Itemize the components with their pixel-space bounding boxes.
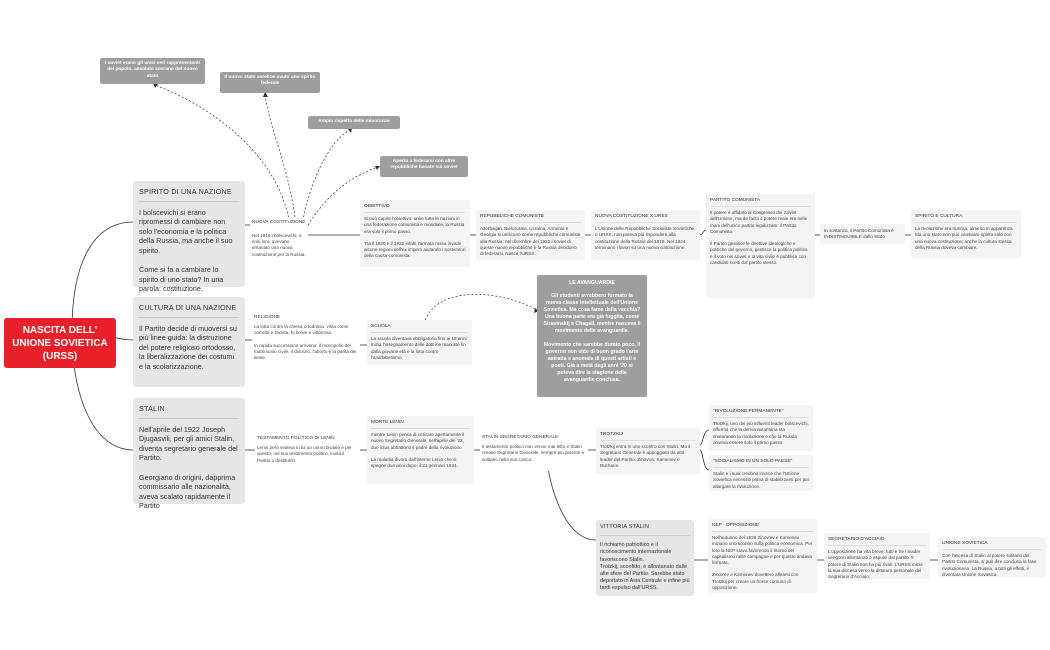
node-obiettivo[interactable] xyxy=(360,200,470,267)
node-title: PARTITO COMUNISTA xyxy=(710,198,811,207)
branch-spirito[interactable] xyxy=(133,181,245,294)
node-body: Trotzkij, uno dei più influenti leader bolscevichi, afferma che la deriva autoritaria sta snaturando la rivoluzione e che la Russia doveva essere solo il primo passo xyxy=(713,421,809,445)
node-body: Nell'autunno del 1926 Zinov'ev e Kamenev iniziano uno scontro sulla politica economica. Per loro la NEP stava favorendo il ritorno del capitalismo nelle campagne e per questo andava fermata. Zinov'ev e Kamenev dovettero allearsi con Trotzkij per creare un fronte comune di opposizione. xyxy=(712,535,813,590)
node-title: REPUBBLICHE COMUNISTE xyxy=(480,214,581,223)
node-body: Nel 1918 i bolscevichi, a solo loro, avevano emanato una nuova costituzione per la Russia. xyxy=(252,233,306,257)
node-title: "SOCIALISMO IN UN SOLO PAESE" xyxy=(713,459,809,468)
node-title: UNIONE SOVIETICA xyxy=(942,541,1042,550)
node-body: mentre Lenin pensa di criticare apertamente il nuovo Segretario Generale, nell'aprile del '22, due ictus abbattono il padre della rivoluzione. La malattia divora dall'interno Lenin che si spegne due anni dopo, il 21 gennaio 1924. xyxy=(371,432,465,469)
node-title: OBIETTIVO xyxy=(364,204,466,213)
callout-soviet[interactable] xyxy=(100,58,205,84)
node-nuova-costituzione-body xyxy=(250,231,308,259)
node-segretario-acciaio[interactable] xyxy=(824,533,930,579)
branch-stalin[interactable] xyxy=(133,398,245,511)
branch-body: Nell'aprile del 1922 Joseph Djugasvili, per gli amici Stalin, diventa segretario generale del Partito. Georgiano di origini, dapprima commissario alle nazionalità, aveva scalato rapidamente il Partito xyxy=(139,424,238,511)
node-body: Si può capire l'obiettivo: unire tutte le nazioni in una federazione comunista e mondiale, la Russia era solo il primo passo. Tra il 1920 e il 1922 infatti l'armata rossa invade alcune regioni dell'ex impero aiutando i sostenitori della causa comunista. xyxy=(364,216,466,259)
node-title: SEGRETARIO D'ACCIAIO xyxy=(828,537,926,546)
node-title: NEP - OPPOSIZIONE xyxy=(712,523,813,532)
node-body: L'opposizione ha vita breve: tutti e tre i leader vengono allontanati o espulsi dal partito. Il potere di Stalin non ha più rivali. L'URSS inizia la sua discesa verso la dittatura personale del Segretario d'Acciaio. xyxy=(828,549,923,580)
node-body: La scuola diventava obbligatoria fino ai 15 anni: inizia l'insegnamento delle dottrine marxiste fin dalla giovane età e la lotta contro l'analfabetismo. xyxy=(371,336,468,360)
node-scuola[interactable] xyxy=(367,320,472,365)
node-title: TROTZKIJ xyxy=(600,432,696,441)
root-title: NASCITA DELL' UNIONE SOVIETICA (URSS) xyxy=(12,324,108,362)
node-vittoria-stalin[interactable] xyxy=(596,520,694,596)
callout-text: Aperto a federarsi con altre repubbliche basate sui soviet xyxy=(390,159,458,171)
node-title: NUOVA COSTITUZIONE X URSS xyxy=(595,214,696,223)
callout-aperto[interactable] xyxy=(380,156,468,177)
node-title: SCUOLA xyxy=(371,324,468,333)
node-title: "RIVOLUZIONE PERMANENTE" xyxy=(713,409,809,418)
node-partito-comunista[interactable] xyxy=(706,194,815,298)
node-religione[interactable] xyxy=(252,313,360,373)
node-spirito-cultura[interactable] xyxy=(911,210,1021,258)
node-rivoluzione-permanente[interactable] xyxy=(709,405,813,451)
callout-federale[interactable] xyxy=(220,72,320,93)
branch-body: I bolscevichi si erano ripromessi di cambiare non solo l'economia e la politica della Russia, ma anche il suo spirito. Come si fa a cambiare lo spirito di uno stato? In una parola: costituzione. xyxy=(139,207,233,294)
node-title: NUOVA COSTITUZIONE xyxy=(252,220,306,225)
node-body: Stalin e i suoi credono invece che l'Unione Sovietica necessiti prima di stabilizzarsi per poi allargare la rivoluzione. xyxy=(713,471,809,489)
node-segretario-generale[interactable] xyxy=(480,433,588,471)
avanguardie-body: Gli studenti avrebbero formato la nuova classe intellettuale dell'Unione Sovietica. Ma cosa fame della vecchia? Una buona parte era già fuggita, come Stravinskij e Chagall, mentre nasceva il movimento delle avanguardie. Movimento che sarebbe durato poco, il governo non vide di buon grado l'arte astratta e anomala di questi artisti e poeti. Già a metà degli anni '20 si poteva dire la stagione delle avanguardie conclusa. xyxy=(543,293,641,383)
node-body: La lotta contro la chiesa ortodossa, vista come corrotta e zarista, fu breve e vittoriosa. In rapida successione arrivano: il monopolio del matrimonio civile, il divorzio, l'aborto e la parità dei sessi. xyxy=(254,324,357,361)
node-body: Il richiamo patriottico e il riconoscimento internazionale favoriscono Stalin. Trotzkij, sconfitto, è allontanato dalle alte sfere del Partito. Sarebbe stato deportato in Asia Centrale e infine più tardi espulso dall'URSS. xyxy=(600,542,690,592)
callout-minoranze[interactable] xyxy=(308,116,400,129)
branch-title: SPIRITO DI UNA NAZIONE xyxy=(139,187,239,202)
node-body: In sostanza, il Partito Comunista è INDISTINGUIBILE dallo Stato xyxy=(824,228,894,240)
node-body: Con l'ascesa di Stalin al potere solitario del Partito Comunista, si può dire conclusa la fase rivoluzionaria. La Russia, a tutti gli effetti, è diventata Unione Sovietica. xyxy=(942,553,1037,577)
callout-text: Il nuovo stato avrebbe avuto uno spirito federale xyxy=(224,75,316,87)
node-title: VITTORIA STALIN xyxy=(600,524,690,536)
node-body: Lenin però vedeva in lui un uomo brutale e per questo, nel suo testamento politico, invita il Partito a destituirlo. xyxy=(257,445,352,463)
node-nep-opposizione[interactable] xyxy=(708,519,817,593)
node-body: Il potere è affidato al Congresso dei Soviet dell'Unione, ma de facto il potere reale era nelle mani dell'unico partito legalizzato: il Partito Comunista. Il Partito gestisce le direttive ideologiche e politiche del governo, gestisce la politica politica e il voto nei soviet e la vita civile e pubblica con candidati scelti dal partito stesso. xyxy=(710,210,808,265)
node-unione-sovietica[interactable] xyxy=(938,537,1046,577)
node-body: Trotzkij entra in uno scontro con Stalin. Ma il Segretario Generale è appoggiato da altri leader del Partito: Zinov'ev, Kamenev e Bucharin. xyxy=(600,444,691,468)
node-socialismo[interactable] xyxy=(709,455,813,491)
root-node[interactable] xyxy=(4,318,116,368)
node-body: La rivoluzione era riuscita, almeno in apparenza. Ma uno stato non può cambiare spirito solo con una nuova costituzione; anche la cultura stessa della Russia doveva cambiare. xyxy=(915,226,1014,250)
node-nuova-cost-urss[interactable] xyxy=(591,210,700,260)
node-title: SPIRITO E CULTURA xyxy=(915,214,1017,223)
branch-title: CULTURA DI UNA NAZIONE xyxy=(139,303,239,318)
callout-text: Ampio rispetto delle minoranze xyxy=(318,119,390,124)
node-body: Azerbaijan, Bielorussia, Ucraina, Armenia e Georgia si uniscono come repubbliche comuniste alla Russia: nel dicembre del 1922 i soviet di queste nuove repubbliche e la Russia decidono di federarsi. Nasce l'URSS. xyxy=(480,226,581,257)
node-repubbliche[interactable] xyxy=(476,210,585,260)
branch-title: STALIN xyxy=(139,404,239,419)
node-title: MORTE LENIN xyxy=(371,420,470,429)
branch-body: Il Partito decide di muoversi su più linee guida: la distruzione del potere religioso ortodosso, la liberalizzazione dei costumi e la scolarizzazione. xyxy=(139,323,237,371)
node-sostanza[interactable] xyxy=(820,224,905,244)
node-avanguardie[interactable] xyxy=(537,275,647,397)
node-body: Il testamento politico non venne mai letto e Stalin rimase Segretario Generale, sempre più potente e solitario nella sua carica. xyxy=(482,444,585,462)
branch-cultura[interactable] xyxy=(133,297,245,387)
node-morte-lenin[interactable] xyxy=(367,416,474,484)
node-title: RELIGIONE xyxy=(254,315,281,320)
node-testamento[interactable] xyxy=(255,434,360,470)
node-title: TESTAMENTO POLITICO DI LENIN xyxy=(257,436,335,441)
node-body: L'Unione delle Repubbliche Socialiste Sovietiche, o URSS, non poteva più rispondere alla costituzione della Russia del 1918. Nel 1924 terminano i lavori su una nuova costituzione. xyxy=(595,226,696,250)
callout-text: I soviet erano gli unici veri rappresentanti del popolo, assoluto sovrano del nuovo stato xyxy=(105,61,200,79)
node-title: STALIN SEGRETARIO GENERALE xyxy=(482,435,559,440)
node-trotzkij[interactable] xyxy=(596,428,700,474)
avanguardie-title: LE AVANGUARDIE xyxy=(569,280,615,286)
